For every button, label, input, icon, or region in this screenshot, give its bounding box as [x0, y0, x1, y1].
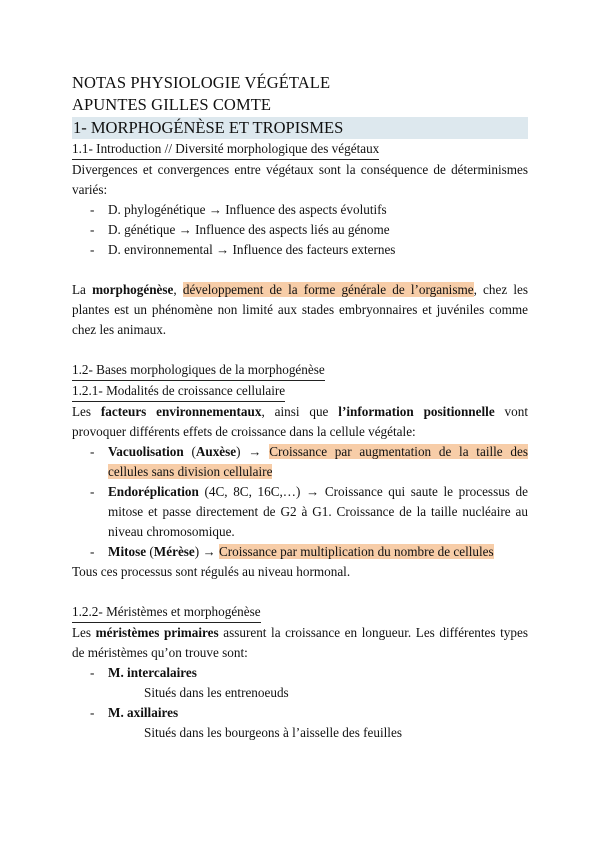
determinism-list	[72, 200, 528, 260]
list-item: - D. phylogénétique → Influence des aspects évolutifs	[90, 202, 387, 217]
list-item: - Endoréplication (4C, 8C, 16C,…) → Croissance qui saute le processus de mitose et passe directement de G2 à G1. Croissance de la taille nucléaire au niveau chromosomique.	[90, 484, 528, 539]
morphogenesis-paragraph: La morphogénèse, développement de la forme générale de l’organisme, chez les plantes est un phénomène non limité aux stades embryonnaires et juvéniles comme chez les animaux.	[72, 282, 528, 337]
doc-title-2: APUNTES GILLES COMTE	[72, 95, 272, 114]
highlight: développement de la forme générale de l’organisme	[182, 282, 474, 297]
list-item: - Mitose (Mérèse) → Croissance par multiplication du nombre de cellules	[90, 544, 494, 559]
intro-paragraph: Divergences et convergences entre végétaux sont la conséquence de déterminismes variés:	[72, 162, 528, 197]
list-item: - M. axillaires	[90, 705, 179, 720]
list-item: - M. intercalaires	[90, 665, 197, 680]
meristem-desc: Situés dans les entrenoeuds	[144, 685, 289, 700]
document-page	[72, 72, 528, 743]
section-heading-1: 1- MORPHOGÉNÈSE ET TROPISMES	[72, 117, 528, 139]
list-item: - Vacuolisation (Auxèse) → Croissance par augmentation de la taille des cellules sans division cellulaire	[90, 444, 528, 479]
highlight: Croissance par augmentation de la taille des cellules sans division cellulaire	[108, 444, 528, 479]
highlight: Croissance par multiplication du nombre de cellules	[218, 544, 494, 559]
list-item: - D. environnemental → Influence des facteurs externes	[90, 242, 396, 257]
subheading-1-2: 1.2- Bases morphologiques de la morphogénèse	[72, 360, 325, 381]
closing-paragraph: Tous ces processus sont régulés au niveau hormonal.	[72, 564, 351, 579]
list-item: - D. génétique → Influence des aspects liés au génome	[90, 222, 390, 237]
subheading-1-2-1: 1.2.1- Modalités de croissance cellulaire	[72, 381, 285, 402]
meristem-list	[72, 663, 528, 683]
subheading-1-1: 1.1- Introduction // Diversité morphologique des végétaux	[72, 139, 379, 160]
growth-list	[72, 442, 528, 562]
doc-title-1: NOTAS PHYSIOLOGIE VÉGÉTALE	[72, 73, 331, 92]
subheading-1-2-2: 1.2.2- Méristèmes et morphogénèse	[72, 602, 261, 623]
meristem-list-2	[72, 703, 528, 723]
growth-paragraph: Les facteurs environnementaux, ainsi que l’information positionnelle vont provoquer différents effets de croissance dans la cellule végétale:	[72, 404, 528, 439]
meristem-paragraph: Les méristèmes primaires assurent la croissance en longueur. Les différentes types de méristèmes qu’on trouve sont:	[72, 625, 528, 660]
meristem-desc: Situés dans les bourgeons à l’aisselle des feuilles	[144, 725, 402, 740]
